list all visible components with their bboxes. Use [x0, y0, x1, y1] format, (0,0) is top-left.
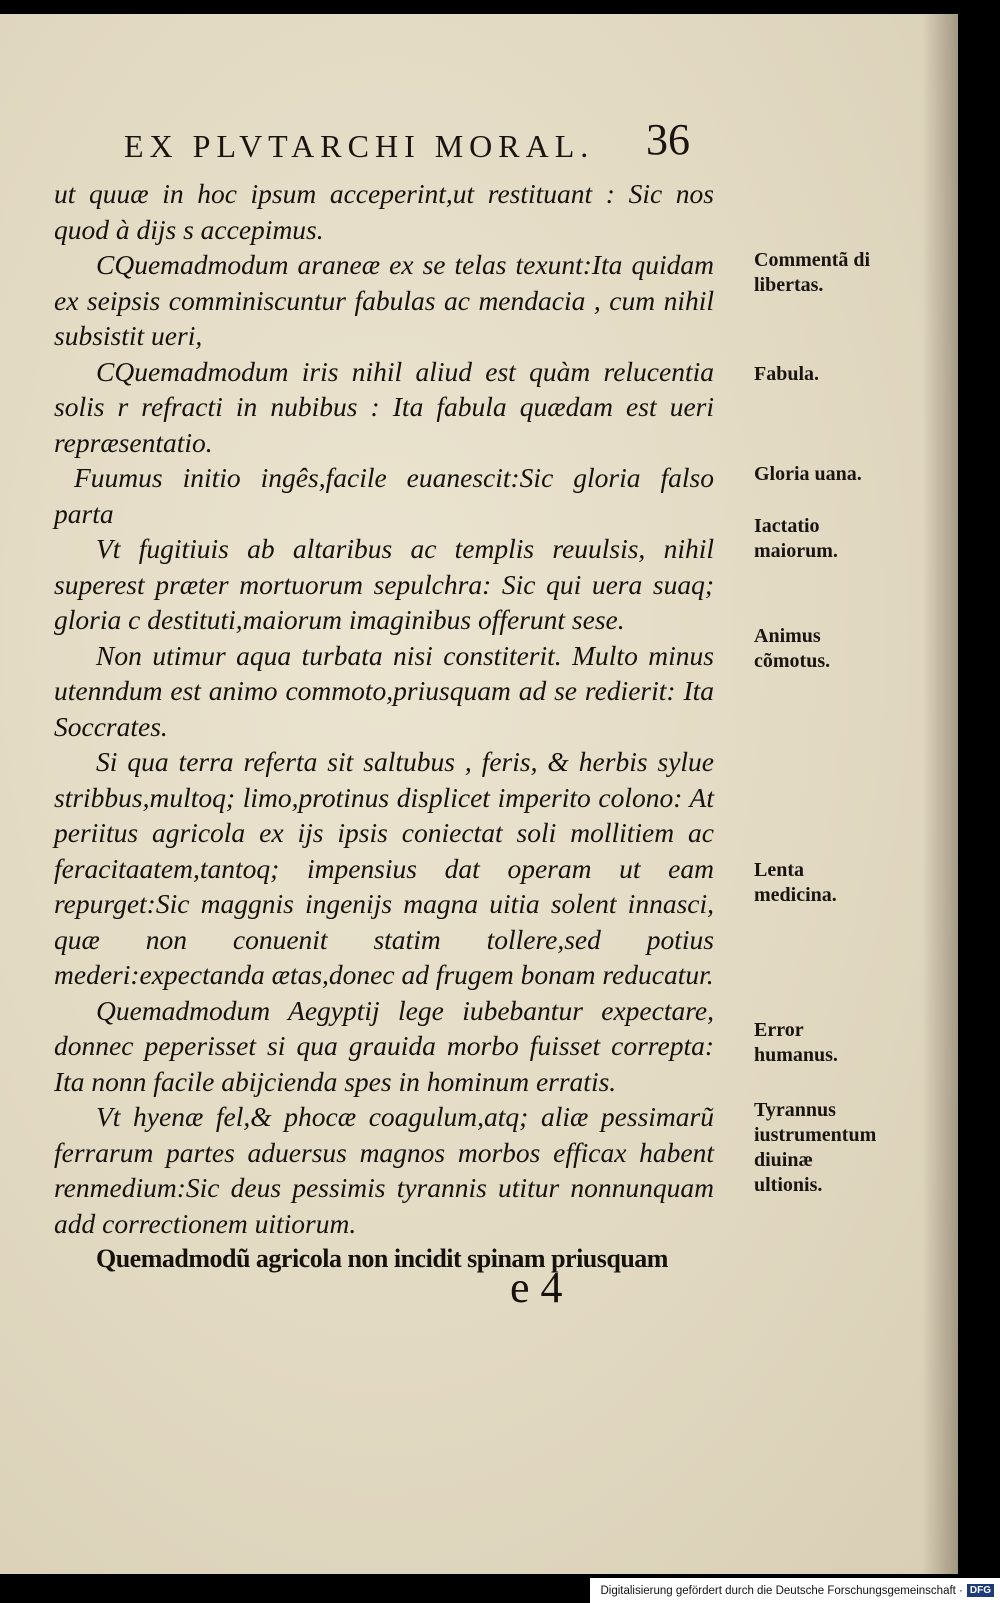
paragraph: CQuemadmodum iris nihil aliud est quàm relucentia solis r refracti in nubibus : Ita fabula quædam est ueri repræsentatio.	[54, 355, 714, 458]
running-title: EX PLVTARCHI MORAL.	[124, 128, 595, 164]
paragraph: Fuumus initio ingês,facile euanescit:Sic gloria falso parta	[54, 462, 714, 529]
footer-credit-text: Digitalisierung gefördert durch die Deutsche Forschungsgemeinschaft ·	[600, 1584, 963, 1597]
book-page	[0, 14, 958, 1574]
footer-credit	[590, 1578, 1000, 1603]
margin-note: Lenta medicina.	[754, 859, 837, 906]
paragraph: Vt hyenæ fel,& phocæ coagulum,atq; aliæ pessimarũ ferrarum partes aduersus magnos morbos efficax habent renmedium:Sic deus pessimis tyrannis utitur nonnunquam add correctionem uitiorum.	[54, 1101, 714, 1239]
paragraph: Si qua terra referta sit saltubus , feris, & herbis sylue stribbus,multoq; limo,protinus displicet imperito colono: At periitus agricola ex ijs ipsis coniectat soli mollitiem ac feracitaatem,tantoq; impensius dat operam ut eam repurget:Sic maggnis ingenijs magna uitia solent innasci, quæ non conuenit statim tollere,sed potius mederi:expectanda ætas,donec ad frugem bonam reducatur.	[54, 746, 714, 990]
margin-note: Gloria uana.	[754, 463, 862, 485]
dfg-logo: DFG	[967, 1584, 994, 1597]
margin-note: Animus cõmotus.	[754, 625, 831, 672]
page-header	[124, 114, 724, 174]
margin-notes	[754, 176, 894, 1574]
margin-note: Error humanus.	[754, 1019, 838, 1066]
margin-note: Fabula.	[754, 363, 820, 385]
signature-mark: e 4	[510, 1263, 563, 1312]
paragraph: CQuemadmodum araneæ ex se telas texunt:Ita quidam ex seipsis comminiscuntur fabulas ac mendacia , cum nihil subsistit ueri,	[54, 249, 714, 351]
paragraph: Non utimur aqua turbata nisi constiterit. Multo minus utenndum est animo commoto,priusquam ad se redierit: Ita Soccrates.	[54, 639, 714, 742]
paragraph: Quemadmodum Aegyptij lege iubebantur expectare, donnec peperisset si qua grauida morbo fuisset correpta: Ita nonn facile abijcienda spes in hominum erratis.	[54, 994, 714, 1097]
paragraph: Quemadmodũ agricola non incidit spinam priusquam	[96, 1244, 668, 1273]
margin-note: Commentã di libertas.	[754, 249, 871, 296]
margin-note: Tyrannus iustrumentum diuinæ ultionis.	[754, 1099, 877, 1196]
paragraph: Vt fugitiuis ab altaribus ac templis reuulsis, nihil superest præter mortuorum sepulchra: Sic qui uera suaq; gloria c destituti,maiorum imaginibus offerunt sese.	[54, 533, 714, 635]
paragraph: ut quuæ in hoc ipsum acceperint,ut restituant : Sic nos quod à dijs s accepimus.	[54, 178, 714, 245]
margin-note: Iactatio maiorum.	[754, 515, 838, 562]
page-number: 36	[646, 115, 690, 164]
main-text	[54, 176, 877, 1277]
